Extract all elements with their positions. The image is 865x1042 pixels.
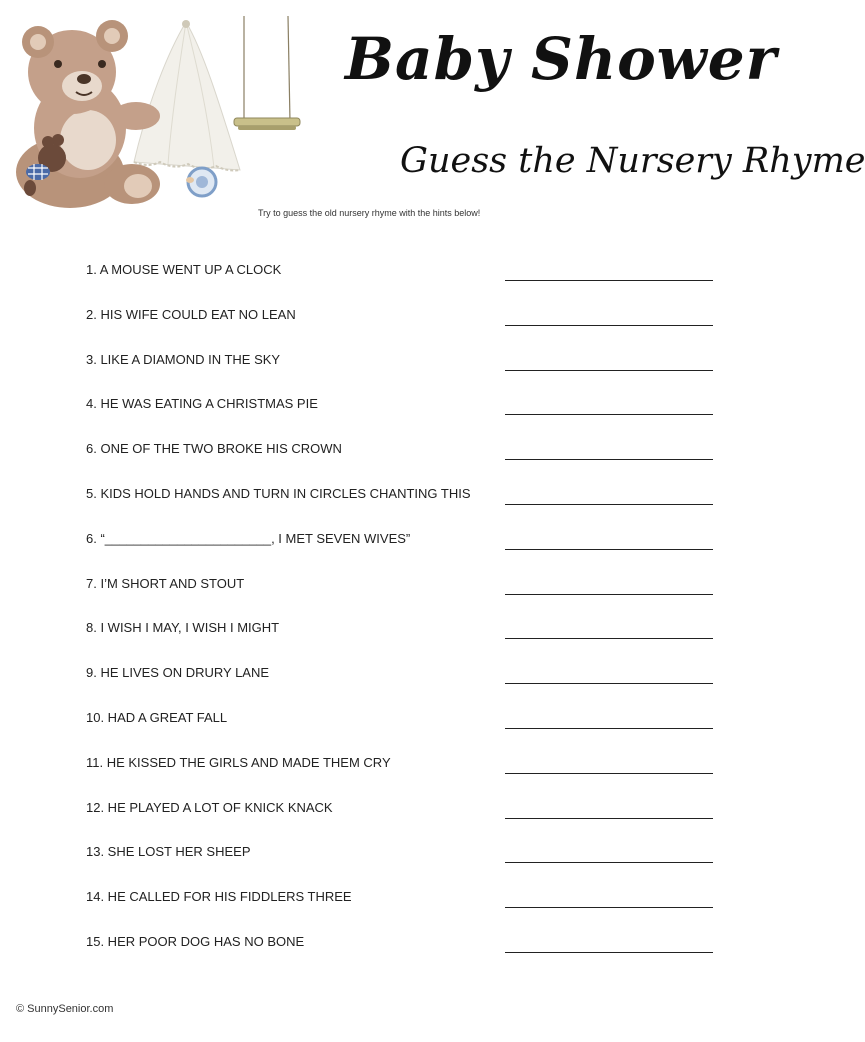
- instructions-text: Try to guess the old nursery rhyme with the hints below!: [258, 208, 481, 218]
- question-row: [86, 620, 716, 665]
- answer-line[interactable]: [505, 907, 713, 908]
- question-text: 14. HE CALLED FOR HIS FIDDLERS THREE: [86, 889, 352, 905]
- question-text: 10. HAD A GREAT FALL: [86, 709, 228, 725]
- canopy-veil-icon: [134, 20, 240, 171]
- question-row: [86, 755, 716, 800]
- question-text: 15. HER POOR DOG HAS NO BONE: [86, 933, 305, 949]
- question-text: 6. “_______________________, I MET SEVEN WIVES”: [86, 530, 411, 546]
- question-text: 6. ONE OF THE TWO BROKE HIS CROWN: [86, 441, 342, 457]
- question-row: [86, 307, 716, 352]
- question-row: [86, 486, 716, 531]
- question-row: [86, 934, 716, 979]
- question-row: [86, 396, 716, 441]
- answer-line[interactable]: [505, 773, 713, 774]
- page-title: Baby Shower: [345, 25, 778, 93]
- answer-line[interactable]: [505, 952, 713, 953]
- copyright-footer: © SunnySenior.com: [16, 1003, 114, 1015]
- answer-line[interactable]: [505, 683, 713, 684]
- question-row: [86, 352, 716, 397]
- question-text: 11. HE KISSED THE GIRLS AND MADE THEM CRY: [86, 754, 391, 770]
- question-row: [86, 889, 716, 934]
- question-row: [86, 844, 716, 889]
- question-row: [86, 800, 716, 845]
- answer-line[interactable]: [505, 504, 713, 505]
- question-text: 7. I’M SHORT AND STOUT: [86, 575, 245, 591]
- answer-line[interactable]: [505, 414, 713, 415]
- question-text: 4. HE WAS EATING A CHRISTMAS PIE: [86, 396, 318, 412]
- answer-line[interactable]: [505, 280, 713, 281]
- answer-line[interactable]: [505, 459, 713, 460]
- answer-line[interactable]: [505, 862, 713, 863]
- swing-icon: [234, 16, 300, 130]
- question-text: 13. SHE LOST HER SHEEP: [86, 844, 251, 860]
- question-row: [86, 531, 716, 576]
- question-text: 5. KIDS HOLD HANDS AND TURN IN CIRCLES CHANTING THIS: [86, 485, 471, 501]
- answer-line[interactable]: [505, 728, 713, 729]
- question-text: 9. HE LIVES ON DRURY LANE: [86, 665, 270, 681]
- question-row: [86, 441, 716, 486]
- question-row: [86, 262, 716, 307]
- answer-line[interactable]: [505, 638, 713, 639]
- question-text: 2. HIS WIFE COULD EAT NO LEAN: [86, 306, 296, 322]
- answer-line[interactable]: [505, 594, 713, 595]
- question-text: 3. LIKE A DIAMOND IN THE SKY: [86, 351, 281, 367]
- answer-line[interactable]: [505, 325, 713, 326]
- answer-line[interactable]: [505, 549, 713, 550]
- pacifier-icon: [186, 168, 216, 196]
- question-row: [86, 710, 716, 755]
- answer-line[interactable]: [505, 370, 713, 371]
- nursery-illustration: [8, 12, 308, 212]
- question-row: [86, 665, 716, 710]
- question-text: 12. HE PLAYED A LOT OF KNICK KNACK: [86, 799, 333, 815]
- question-text: 8. I WISH I MAY, I WISH I MIGHT: [86, 620, 280, 636]
- question-list: [86, 262, 716, 979]
- answer-line[interactable]: [505, 818, 713, 819]
- question-text: 1. A MOUSE WENT UP A CLOCK: [86, 262, 282, 277]
- question-row: [86, 576, 716, 621]
- page-subtitle: Guess the Nursery Rhyme: [400, 141, 865, 181]
